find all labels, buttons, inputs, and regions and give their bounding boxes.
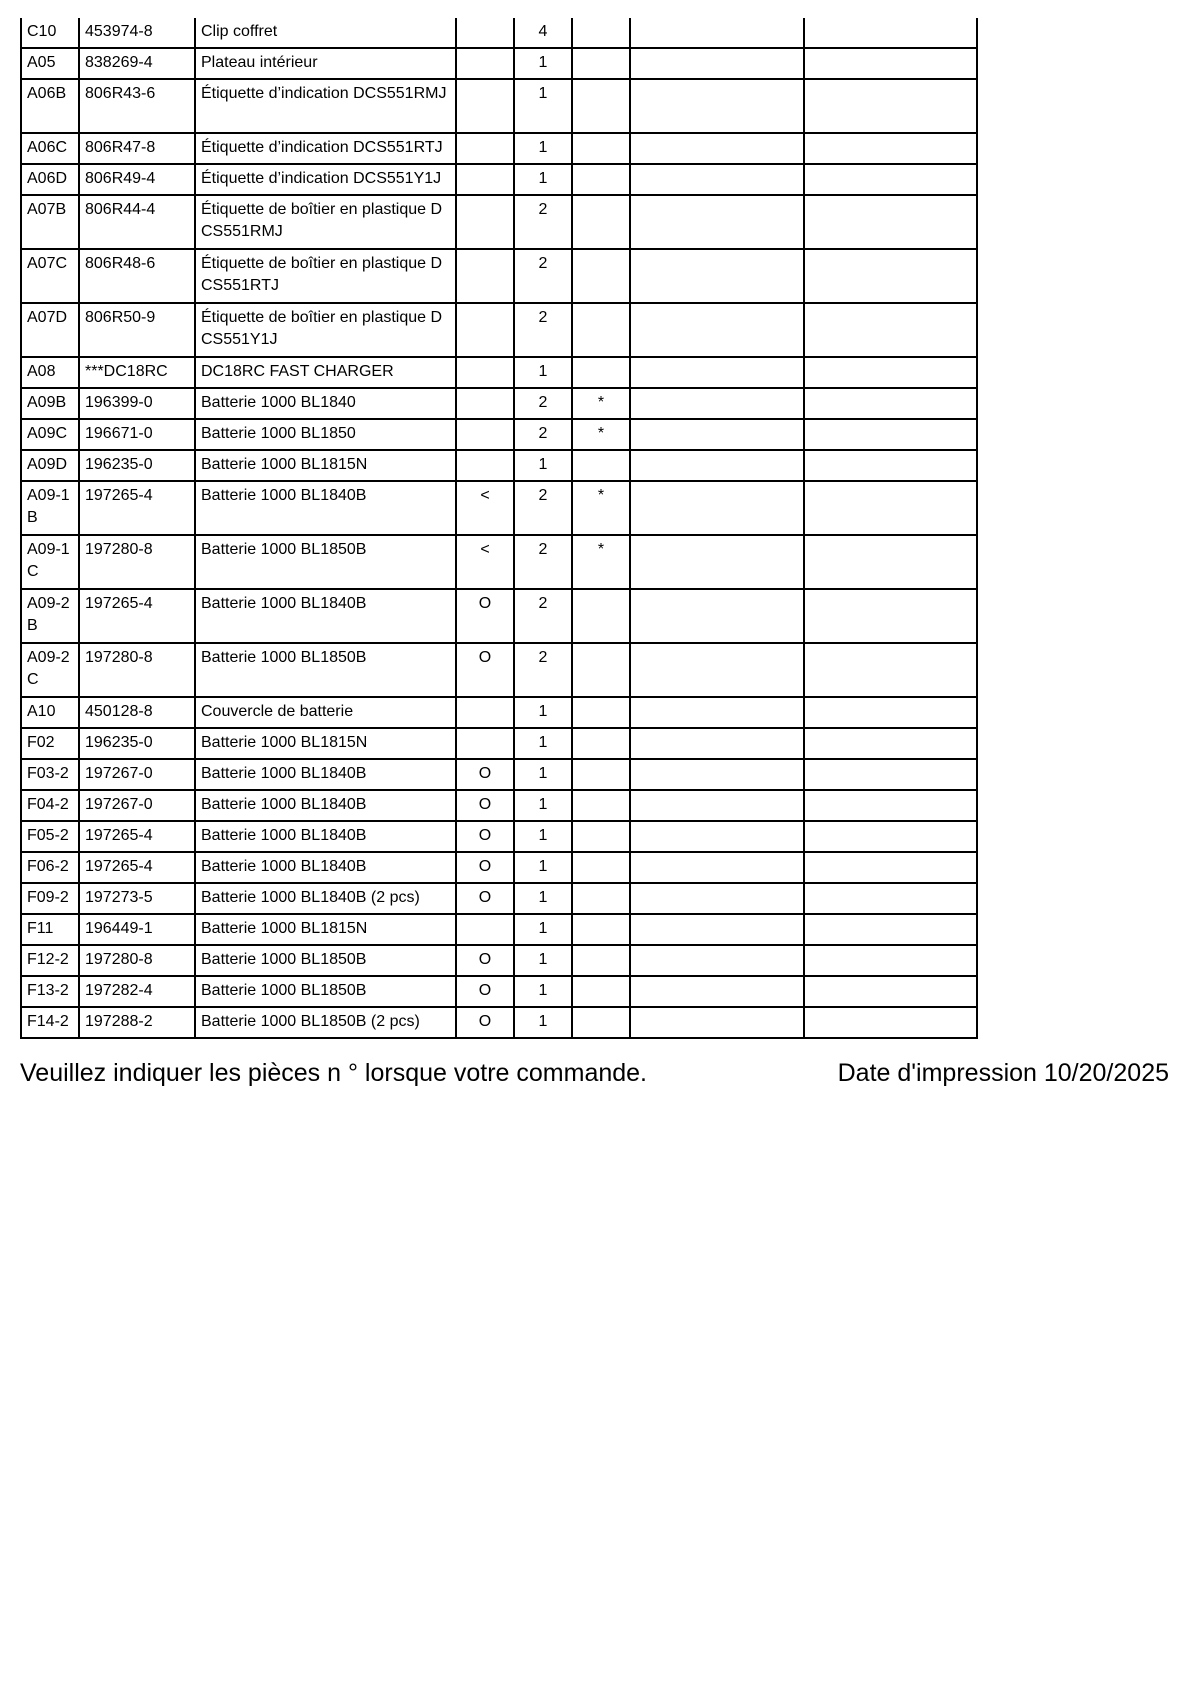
table-row xyxy=(21,883,977,914)
blank-cell xyxy=(804,883,977,914)
part-number-cell: 197273-5 xyxy=(79,883,195,914)
part-number-cell: 197267-0 xyxy=(79,759,195,790)
blank-cell xyxy=(630,388,804,419)
part-number-cell: 196399-0 xyxy=(79,388,195,419)
blank-cell xyxy=(630,914,804,945)
table-row xyxy=(21,697,977,728)
symbol-cell: O xyxy=(456,945,514,976)
table-row xyxy=(21,79,977,133)
description-cell: DC18RC FAST CHARGER xyxy=(195,357,456,388)
blank-cell xyxy=(630,790,804,821)
blank-cell xyxy=(630,852,804,883)
blank-cell xyxy=(804,759,977,790)
ref-number-cell: A05 xyxy=(21,48,79,79)
ref-number-cell: F02 xyxy=(21,728,79,759)
symbol-cell: O xyxy=(456,852,514,883)
blank-cell xyxy=(804,450,977,481)
ref-number-cell: A09-2C xyxy=(21,643,79,697)
symbol-cell xyxy=(456,450,514,481)
description-cell: Plateau intérieur xyxy=(195,48,456,79)
part-number-cell: 806R50-9 xyxy=(79,303,195,357)
table-row xyxy=(21,790,977,821)
blank-cell xyxy=(804,976,977,1007)
blank-cell xyxy=(804,164,977,195)
description-cell: Batterie 1000 BL1850B xyxy=(195,945,456,976)
note-cell xyxy=(572,195,630,249)
blank-cell xyxy=(804,852,977,883)
symbol-cell: < xyxy=(456,481,514,535)
table-row xyxy=(21,48,977,79)
table-row xyxy=(21,535,977,589)
order-instruction: Veuillez indiquer les pièces n ° lorsque votre commande. xyxy=(20,1059,648,1087)
symbol-cell: O xyxy=(456,976,514,1007)
table-row xyxy=(21,195,977,249)
quantity-cell: 2 xyxy=(514,535,572,589)
note-cell xyxy=(572,914,630,945)
part-number-cell: 196449-1 xyxy=(79,914,195,945)
quantity-cell: 2 xyxy=(514,643,572,697)
quantity-cell: 2 xyxy=(514,481,572,535)
description-cell: Couvercle de batterie xyxy=(195,697,456,728)
blank-cell xyxy=(630,357,804,388)
ref-number-cell: F13-2 xyxy=(21,976,79,1007)
ref-number-cell: A09C xyxy=(21,419,79,450)
note-cell xyxy=(572,759,630,790)
ref-number-cell: F03-2 xyxy=(21,759,79,790)
blank-cell xyxy=(630,48,804,79)
blank-cell xyxy=(630,450,804,481)
note-cell xyxy=(572,164,630,195)
parts-table xyxy=(20,18,978,1039)
description-cell: Batterie 1000 BL1850B xyxy=(195,976,456,1007)
quantity-cell: 1 xyxy=(514,821,572,852)
symbol-cell xyxy=(456,303,514,357)
blank-cell xyxy=(630,728,804,759)
quantity-cell: 1 xyxy=(514,914,572,945)
quantity-cell: 1 xyxy=(514,728,572,759)
ref-number-cell: A08 xyxy=(21,357,79,388)
symbol-cell xyxy=(456,164,514,195)
note-cell xyxy=(572,976,630,1007)
blank-cell xyxy=(630,249,804,303)
ref-number-cell: A06B xyxy=(21,79,79,133)
description-cell: Batterie 1000 BL1815N xyxy=(195,450,456,481)
symbol-cell: O xyxy=(456,1007,514,1038)
blank-cell xyxy=(630,535,804,589)
note-cell xyxy=(572,852,630,883)
quantity-cell: 1 xyxy=(514,164,572,195)
description-cell: Étiquette d’indication DCS551RTJ xyxy=(195,133,456,164)
quantity-cell: 1 xyxy=(514,48,572,79)
table-row xyxy=(21,728,977,759)
note-cell: * xyxy=(572,419,630,450)
table-row xyxy=(21,419,977,450)
blank-cell xyxy=(804,419,977,450)
blank-cell xyxy=(804,195,977,249)
part-number-cell: 197280-8 xyxy=(79,945,195,976)
blank-cell xyxy=(630,643,804,697)
blank-cell xyxy=(804,643,977,697)
blank-cell xyxy=(804,48,977,79)
part-number-cell: 450128-8 xyxy=(79,697,195,728)
note-cell xyxy=(572,133,630,164)
table-row xyxy=(21,388,977,419)
table-row xyxy=(21,164,977,195)
table-row xyxy=(21,821,977,852)
note-cell xyxy=(572,589,630,643)
part-number-cell: 196235-0 xyxy=(79,728,195,759)
part-number-cell: 197280-8 xyxy=(79,643,195,697)
part-number-cell: 838269-4 xyxy=(79,48,195,79)
quantity-cell: 1 xyxy=(514,790,572,821)
blank-cell xyxy=(804,249,977,303)
blank-cell xyxy=(630,1007,804,1038)
ref-number-cell: A06D xyxy=(21,164,79,195)
symbol-cell: O xyxy=(456,883,514,914)
note-cell xyxy=(572,249,630,303)
ref-number-cell: A09-1B xyxy=(21,481,79,535)
parts-table-body xyxy=(21,18,977,1038)
symbol-cell: O xyxy=(456,643,514,697)
blank-cell xyxy=(630,945,804,976)
blank-cell xyxy=(804,535,977,589)
table-row xyxy=(21,759,977,790)
part-number-cell: 806R43-6 xyxy=(79,79,195,133)
part-number-cell: 197280-8 xyxy=(79,535,195,589)
table-row xyxy=(21,852,977,883)
part-number-cell: 196235-0 xyxy=(79,450,195,481)
description-cell: Batterie 1000 BL1815N xyxy=(195,728,456,759)
note-cell xyxy=(572,1007,630,1038)
blank-cell xyxy=(630,164,804,195)
part-number-cell: 197265-4 xyxy=(79,481,195,535)
description-cell: Étiquette d’indication DCS551RMJ xyxy=(195,79,456,133)
part-number-cell: 806R49-4 xyxy=(79,164,195,195)
part-number-cell: ***DC18RC xyxy=(79,357,195,388)
description-cell: Batterie 1000 BL1840B xyxy=(195,790,456,821)
quantity-cell: 1 xyxy=(514,976,572,1007)
blank-cell xyxy=(804,18,977,48)
symbol-cell: O xyxy=(456,821,514,852)
ref-number-cell: C10 xyxy=(21,18,79,48)
ref-number-cell: A06C xyxy=(21,133,79,164)
description-cell: Étiquette de boîtier en plastique DCS551RTJ xyxy=(195,249,456,303)
blank-cell xyxy=(630,303,804,357)
ref-number-cell: A10 xyxy=(21,697,79,728)
description-cell: Batterie 1000 BL1840B xyxy=(195,481,456,535)
note-cell xyxy=(572,643,630,697)
description-cell: Batterie 1000 BL1850 xyxy=(195,419,456,450)
quantity-cell: 2 xyxy=(514,195,572,249)
blank-cell xyxy=(804,945,977,976)
ref-number-cell: A09B xyxy=(21,388,79,419)
symbol-cell: O xyxy=(456,759,514,790)
blank-cell xyxy=(804,388,977,419)
ref-number-cell: A09D xyxy=(21,450,79,481)
symbol-cell xyxy=(456,79,514,133)
quantity-cell: 1 xyxy=(514,450,572,481)
blank-cell xyxy=(804,1007,977,1038)
blank-cell xyxy=(630,481,804,535)
symbol-cell xyxy=(456,48,514,79)
part-number-cell: 453974-8 xyxy=(79,18,195,48)
note-cell: * xyxy=(572,535,630,589)
quantity-cell: 2 xyxy=(514,589,572,643)
note-cell xyxy=(572,450,630,481)
description-cell: Batterie 1000 BL1840 xyxy=(195,388,456,419)
blank-cell xyxy=(804,133,977,164)
description-cell: Batterie 1000 BL1840B (2 pcs) xyxy=(195,883,456,914)
blank-cell xyxy=(804,790,977,821)
blank-cell xyxy=(804,79,977,133)
table-row xyxy=(21,133,977,164)
symbol-cell xyxy=(456,419,514,450)
part-number-cell: 197265-4 xyxy=(79,589,195,643)
quantity-cell: 1 xyxy=(514,1007,572,1038)
table-row xyxy=(21,357,977,388)
symbol-cell xyxy=(456,914,514,945)
note-cell: * xyxy=(572,481,630,535)
table-row xyxy=(21,18,977,48)
ref-number-cell: F14-2 xyxy=(21,1007,79,1038)
blank-cell xyxy=(630,419,804,450)
ref-number-cell: F09-2 xyxy=(21,883,79,914)
table-row xyxy=(21,1007,977,1038)
description-cell: Batterie 1000 BL1815N xyxy=(195,914,456,945)
note-cell xyxy=(572,357,630,388)
blank-cell xyxy=(630,195,804,249)
quantity-cell: 2 xyxy=(514,249,572,303)
ref-number-cell: F05-2 xyxy=(21,821,79,852)
description-cell: Batterie 1000 BL1840B xyxy=(195,821,456,852)
blank-cell xyxy=(804,357,977,388)
quantity-cell: 2 xyxy=(514,388,572,419)
description-cell: Batterie 1000 BL1840B xyxy=(195,589,456,643)
quantity-cell: 1 xyxy=(514,852,572,883)
symbol-cell: O xyxy=(456,589,514,643)
blank-cell xyxy=(630,883,804,914)
symbol-cell: < xyxy=(456,535,514,589)
note-cell xyxy=(572,945,630,976)
table-row xyxy=(21,589,977,643)
note-cell xyxy=(572,48,630,79)
ref-number-cell: F06-2 xyxy=(21,852,79,883)
note-cell: * xyxy=(572,388,630,419)
note-cell xyxy=(572,883,630,914)
ref-number-cell: F04-2 xyxy=(21,790,79,821)
table-row xyxy=(21,249,977,303)
quantity-cell: 1 xyxy=(514,357,572,388)
ref-number-cell: F12-2 xyxy=(21,945,79,976)
blank-cell xyxy=(630,759,804,790)
table-row xyxy=(21,945,977,976)
symbol-cell xyxy=(456,195,514,249)
part-number-cell: 197282-4 xyxy=(79,976,195,1007)
table-row xyxy=(21,481,977,535)
quantity-cell: 1 xyxy=(514,79,572,133)
ref-number-cell: A09-1C xyxy=(21,535,79,589)
part-number-cell: 806R48-6 xyxy=(79,249,195,303)
ref-number-cell: A07D xyxy=(21,303,79,357)
table-row xyxy=(21,976,977,1007)
blank-cell xyxy=(804,481,977,535)
part-number-cell: 197265-4 xyxy=(79,852,195,883)
symbol-cell: O xyxy=(456,790,514,821)
blank-cell xyxy=(630,133,804,164)
quantity-cell: 2 xyxy=(514,303,572,357)
symbol-cell xyxy=(456,18,514,48)
ref-number-cell: A07C xyxy=(21,249,79,303)
blank-cell xyxy=(804,728,977,759)
note-cell xyxy=(572,79,630,133)
blank-cell xyxy=(630,18,804,48)
quantity-cell: 1 xyxy=(514,697,572,728)
ref-number-cell: A09-2B xyxy=(21,589,79,643)
symbol-cell xyxy=(456,357,514,388)
description-cell: Étiquette d’indication DCS551Y1J xyxy=(195,164,456,195)
note-cell xyxy=(572,18,630,48)
print-date: Date d'impression 10/20/2025 xyxy=(837,1059,1169,1087)
table-row xyxy=(21,303,977,357)
part-number-cell: 806R47-8 xyxy=(79,133,195,164)
blank-cell xyxy=(804,697,977,728)
blank-cell xyxy=(630,589,804,643)
blank-cell xyxy=(804,589,977,643)
ref-number-cell: F11 xyxy=(21,914,79,945)
blank-cell xyxy=(630,79,804,133)
blank-cell xyxy=(630,976,804,1007)
note-cell xyxy=(572,728,630,759)
quantity-cell: 2 xyxy=(514,419,572,450)
description-cell: Batterie 1000 BL1850B xyxy=(195,643,456,697)
table-row xyxy=(21,643,977,697)
blank-cell xyxy=(804,914,977,945)
table-row xyxy=(21,450,977,481)
description-cell: Batterie 1000 BL1840B xyxy=(195,852,456,883)
part-number-cell: 197267-0 xyxy=(79,790,195,821)
note-cell xyxy=(572,790,630,821)
description-cell: Batterie 1000 BL1850B (2 pcs) xyxy=(195,1007,456,1038)
quantity-cell: 1 xyxy=(514,883,572,914)
symbol-cell xyxy=(456,697,514,728)
note-cell xyxy=(572,697,630,728)
note-cell xyxy=(572,303,630,357)
blank-cell xyxy=(804,303,977,357)
blank-cell xyxy=(804,821,977,852)
description-cell: Étiquette de boîtier en plastique DCS551Y1J xyxy=(195,303,456,357)
note-cell xyxy=(572,821,630,852)
symbol-cell xyxy=(456,728,514,759)
part-number-cell: 196671-0 xyxy=(79,419,195,450)
quantity-cell: 1 xyxy=(514,759,572,790)
ref-number-cell: A07B xyxy=(21,195,79,249)
part-number-cell: 197265-4 xyxy=(79,821,195,852)
description-cell: Étiquette de boîtier en plastique DCS551RMJ xyxy=(195,195,456,249)
quantity-cell: 1 xyxy=(514,945,572,976)
part-number-cell: 806R44-4 xyxy=(79,195,195,249)
table-row xyxy=(21,914,977,945)
quantity-cell: 4 xyxy=(514,18,572,48)
blank-cell xyxy=(630,697,804,728)
part-number-cell: 197288-2 xyxy=(79,1007,195,1038)
description-cell: Batterie 1000 BL1850B xyxy=(195,535,456,589)
symbol-cell xyxy=(456,249,514,303)
description-cell: Clip coffret xyxy=(195,18,456,48)
symbol-cell xyxy=(456,133,514,164)
blank-cell xyxy=(630,821,804,852)
symbol-cell xyxy=(456,388,514,419)
description-cell: Batterie 1000 BL1840B xyxy=(195,759,456,790)
quantity-cell: 1 xyxy=(514,133,572,164)
